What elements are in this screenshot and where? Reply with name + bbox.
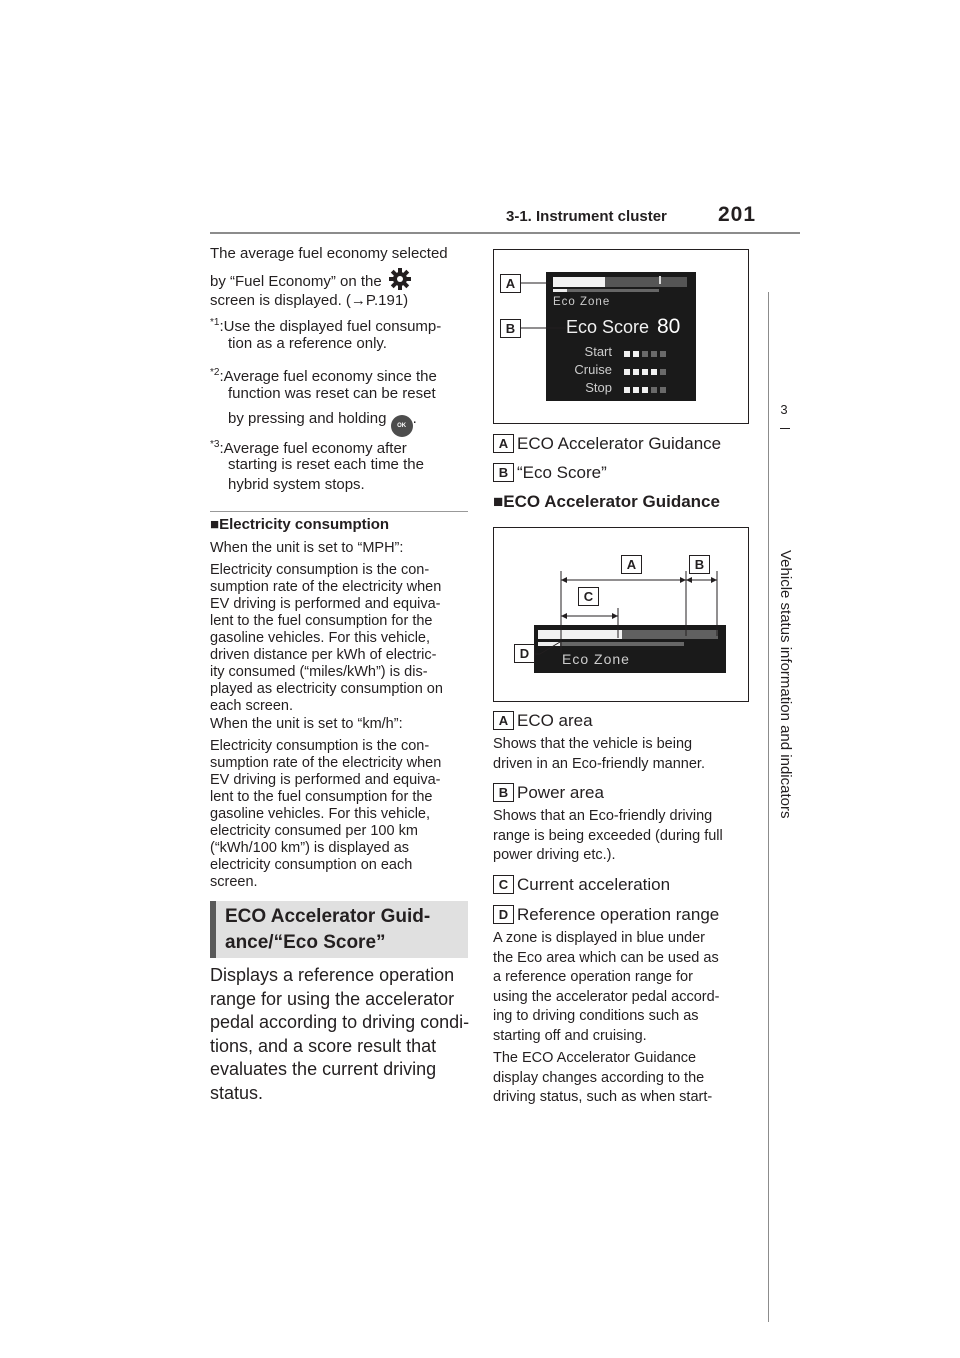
paragraph-line: EV driving is performed and equiva- xyxy=(210,596,441,612)
eco-score-section-heading xyxy=(210,901,468,958)
intro-line-1: The average fuel economy selected xyxy=(210,245,448,262)
item-a xyxy=(493,711,593,731)
lead-line: tions, and a score result that xyxy=(210,1035,437,1056)
eco-guidance-figure xyxy=(493,527,749,702)
paragraph-line: sumption rate of the electricity when xyxy=(210,755,442,771)
legend-tag: A xyxy=(493,434,514,453)
legend-item-a xyxy=(493,434,721,454)
kmh-paragraph xyxy=(210,738,472,891)
footnote-line: Average fuel economy since the xyxy=(223,368,437,385)
paragraph-line: electricity consumption on each xyxy=(210,857,413,873)
electricity-heading xyxy=(210,516,389,533)
description-line: driven in an Eco-friendly manner. xyxy=(493,755,705,772)
closing-line: display changes according to the xyxy=(493,1069,705,1086)
item-tag: C xyxy=(493,875,514,894)
paragraph-line: sumption rate of the electricity when xyxy=(210,579,442,595)
reference-arrow-icon: → xyxy=(350,292,366,309)
intro-line-3 xyxy=(210,290,408,311)
paragraph-line: gasoline vehicles. For this vehicle, xyxy=(210,630,431,646)
footnote-colon: : xyxy=(219,440,224,457)
square-bullet-icon: ■ xyxy=(493,492,504,511)
legend-text: ECO Accelerator Guidance xyxy=(517,434,722,453)
callout-d: D xyxy=(514,644,535,663)
paragraph-line: EV driving is performed and equiva- xyxy=(210,772,441,788)
footnote-mark: *1 xyxy=(210,317,220,328)
item-title: ECO area xyxy=(517,711,593,730)
description-line: range is being exceeded (during full xyxy=(493,827,723,844)
item-d-description xyxy=(493,929,753,1046)
description-line: Shows that the vehicle is being xyxy=(493,736,693,752)
item-b-description xyxy=(493,807,753,866)
paragraph-line: gasoline vehicles. For this vehicle, xyxy=(210,806,431,822)
lead-line: evaluates the current driving xyxy=(210,1059,437,1079)
footnote-colon: : xyxy=(219,368,224,385)
footnote-3-line-3: hybrid system stops. xyxy=(228,476,365,493)
chapter-number-underline xyxy=(780,428,790,429)
description-line: a reference operation range for xyxy=(493,969,693,985)
section-title: 3-1. Instrument cluster xyxy=(506,208,667,225)
lead-line: pedal according to driving condi- xyxy=(210,1012,470,1032)
description-line: using the accelerator pedal accord- xyxy=(493,988,720,1005)
callout-lines xyxy=(494,250,748,423)
page-reference-link[interactable]: P.191) xyxy=(365,292,409,309)
legend-tag: B xyxy=(493,463,514,482)
lead-line: range for using the accelerator xyxy=(210,988,455,1009)
item-tag: D xyxy=(493,905,514,924)
closing-paragraph xyxy=(493,1049,753,1108)
paragraph-line: lent to the fuel consumption for the xyxy=(210,613,433,629)
paragraph-line: each screen. xyxy=(210,698,294,714)
eco-score-value: 80 xyxy=(657,315,681,338)
description-line: A zone is displayed in blue under xyxy=(493,930,706,946)
item-tag: B xyxy=(493,783,514,802)
lead-paragraph xyxy=(210,964,472,1105)
kmh-label: When the unit is set to “km/h”: xyxy=(210,716,403,732)
electricity-heading-text: Electricity consumption xyxy=(219,516,390,533)
paragraph-line: screen. xyxy=(210,874,258,890)
intro-line-2-text: by “Fuel Economy” on the xyxy=(210,273,382,290)
eco-zone-label: Eco Zone xyxy=(562,651,630,667)
paragraph-line: Electricity consumption is the con- xyxy=(210,562,430,578)
square-bullet-icon: ■ xyxy=(210,516,220,533)
item-a-description xyxy=(493,735,753,774)
footnote-colon: : xyxy=(219,318,224,335)
callout-a: A xyxy=(621,555,642,574)
callout-c: C xyxy=(578,587,599,606)
item-tag: A xyxy=(493,711,514,730)
item-title: Reference operation range xyxy=(517,905,720,924)
paragraph-line: played as electricity consumption on xyxy=(210,681,443,697)
paragraph-line: driven distance per kWh of electric- xyxy=(210,647,437,663)
paragraph-line: lent to the fuel consumption for the xyxy=(210,789,433,805)
eco-score-figure xyxy=(493,249,749,424)
closing-line: driving status, such as when start- xyxy=(493,1089,713,1105)
gear-icon xyxy=(388,267,412,291)
dimension-lines xyxy=(494,528,748,701)
intro-line-3-text: screen is displayed. ( xyxy=(210,292,351,309)
start-row-label: Start xyxy=(584,344,612,359)
item-title: Current acceleration xyxy=(517,875,671,894)
chapter-number: 3 xyxy=(780,402,788,417)
footnote-mark: *3 xyxy=(210,439,220,450)
mph-label: When the unit is set to “MPH”: xyxy=(210,540,404,556)
description-line: the Eco area which can be used as xyxy=(493,949,719,966)
legend-text: “Eco Score” xyxy=(517,463,607,482)
legend-item-b xyxy=(493,463,607,483)
description-line: starting off and cruising. xyxy=(493,1027,647,1044)
callout-a: A xyxy=(500,274,521,293)
footnote-period: . xyxy=(412,410,417,427)
description-line: power driving etc.). xyxy=(493,847,616,863)
subheading-text: ECO Accelerator Guidance xyxy=(503,492,720,511)
item-b xyxy=(493,783,604,803)
eco-zone-label: Eco Zone xyxy=(553,296,611,308)
lead-line: Displays a reference operation xyxy=(210,965,455,985)
footnote-3-line-2: starting is reset each time the xyxy=(228,456,424,473)
heading-line-1: ECO Accelerator Guid- xyxy=(225,906,431,927)
paragraph-line: Electricity consumption is the con- xyxy=(210,738,430,754)
paragraph-line: electricity consumed per 100 km xyxy=(210,823,418,839)
mph-paragraph xyxy=(210,562,472,715)
description-line: ing to driving conditions such as xyxy=(493,1008,699,1024)
footnote-line: by pressing and holding xyxy=(228,410,387,427)
eco-score-label: Eco Score xyxy=(566,317,650,337)
stop-row-label: Stop xyxy=(585,380,612,395)
item-d xyxy=(493,905,719,925)
footnote-line: Use the displayed fuel consump- xyxy=(223,318,442,335)
header-rule xyxy=(210,232,800,234)
eco-guidance-subheading xyxy=(493,492,720,512)
section-divider xyxy=(210,511,468,512)
footnote-2-line-3 xyxy=(228,408,417,437)
footnote-mark: *2 xyxy=(210,367,220,378)
cruise-row-label: Cruise xyxy=(574,362,612,377)
item-c xyxy=(493,875,670,895)
closing-line: The ECO Accelerator Guidance xyxy=(493,1050,697,1066)
lead-line: status. xyxy=(210,1082,264,1103)
paragraph-line: ity consumed (“miles/kWh”) is dis- xyxy=(210,664,428,680)
footnote-2-line-2: function was reset can be reset xyxy=(228,385,436,402)
footnote-1-line-2: tion as a reference only. xyxy=(228,335,387,352)
ok-button-icon: OK xyxy=(391,415,413,437)
chapter-title: Vehicle status information and indicators xyxy=(777,550,794,819)
item-title: Power area xyxy=(517,783,604,802)
description-line: Shows that an Eco-friendly driving xyxy=(493,808,713,824)
footnote-line: Average fuel economy after xyxy=(223,440,407,457)
callout-b: B xyxy=(500,319,521,338)
callout-b: B xyxy=(689,555,710,574)
paragraph-line: (“kWh/100 km”) is displayed as xyxy=(210,840,410,856)
intro-line-2 xyxy=(210,267,414,292)
page-number: 201 xyxy=(718,203,757,226)
heading-line-2: ance/“Eco Score” xyxy=(225,932,386,953)
